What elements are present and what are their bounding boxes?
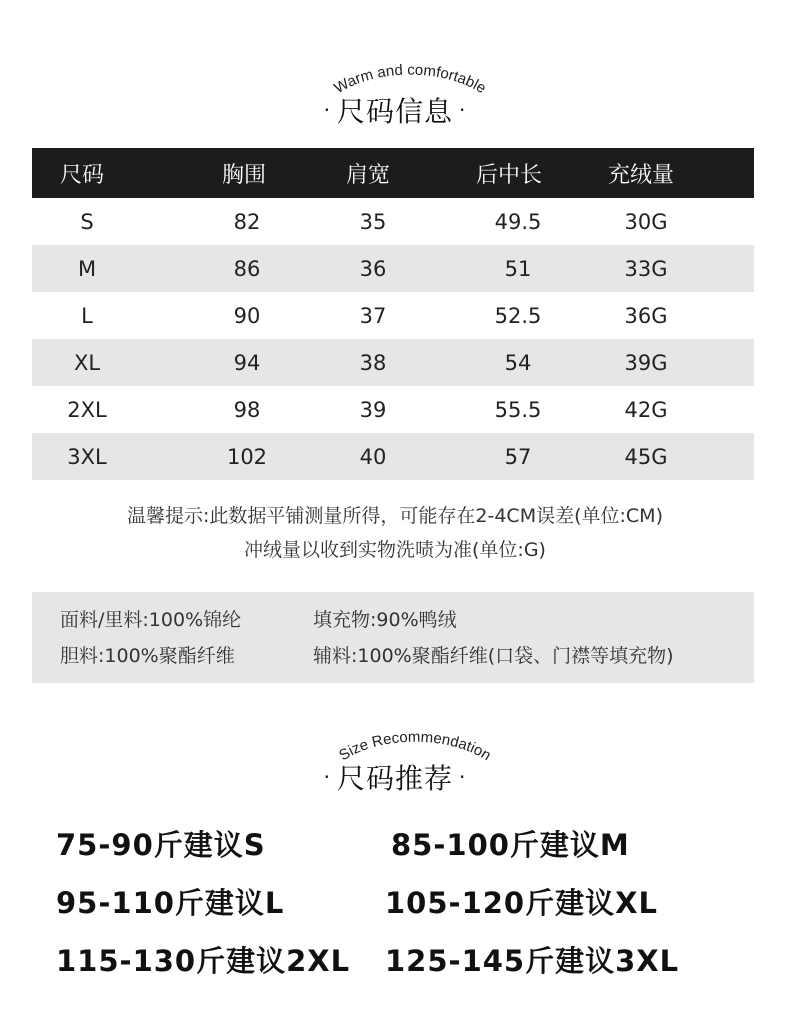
cell-shoulder: 39 bbox=[359, 397, 387, 422]
cell-chest: 94 bbox=[233, 350, 261, 375]
cell-back-length: 57 bbox=[504, 444, 532, 469]
cell-down-fill: 42G bbox=[624, 397, 668, 422]
recommend-item: 125-145斤建议3XL bbox=[385, 944, 680, 978]
cell-back-length: 52.5 bbox=[494, 303, 542, 328]
recommend-item: 95-110斤建议L bbox=[56, 886, 285, 920]
table-row bbox=[32, 386, 754, 433]
fabric-accessory: 辅料:100%聚酯纤维(口袋、门襟等填充物) bbox=[313, 645, 674, 667]
header-chest: 胸围 bbox=[222, 162, 267, 188]
fabric-info-box bbox=[32, 592, 754, 683]
cell-size: 2XL bbox=[67, 397, 107, 422]
arc-tagline-text: Warm and comfortable bbox=[331, 61, 489, 98]
size-info-title bbox=[0, 90, 790, 130]
cell-chest: 90 bbox=[233, 303, 261, 328]
recommend-item: 75-90斤建议S bbox=[56, 828, 266, 862]
cell-chest: 86 bbox=[233, 256, 261, 281]
cell-shoulder: 40 bbox=[359, 444, 387, 469]
cell-shoulder: 35 bbox=[359, 209, 387, 234]
cell-down-fill: 45G bbox=[624, 444, 668, 469]
size-info-title-text: 尺码信息 bbox=[336, 95, 453, 128]
title-dot-right: · bbox=[459, 765, 467, 789]
cell-down-fill: 30G bbox=[624, 209, 668, 234]
size-recommend-title bbox=[0, 757, 790, 797]
cell-chest: 82 bbox=[233, 209, 261, 234]
cell-back-length: 51 bbox=[504, 256, 532, 281]
cell-size: S bbox=[80, 209, 94, 234]
table-row bbox=[32, 245, 754, 292]
cell-shoulder: 36 bbox=[359, 256, 387, 281]
header-size: 尺码 bbox=[60, 162, 105, 188]
measurement-note: 温馨提示:此数据平铺测量所得，可能存在2-4CM误差(单位:CM) bbox=[127, 505, 663, 527]
header-back-length: 后中长 bbox=[476, 162, 543, 188]
table-row bbox=[32, 339, 754, 386]
fabric-shell: 面料/里料:100%锦纶 bbox=[60, 609, 242, 631]
header-shoulder: 肩宽 bbox=[346, 162, 391, 188]
size-table bbox=[32, 148, 754, 480]
cell-back-length: 55.5 bbox=[494, 397, 542, 422]
table-row bbox=[32, 198, 754, 245]
title-dot-left: · bbox=[323, 765, 331, 789]
cell-size: L bbox=[81, 303, 93, 328]
recommend-item: 105-120斤建议XL bbox=[385, 886, 658, 920]
title-dot-left: · bbox=[323, 98, 331, 122]
table-row bbox=[32, 292, 754, 339]
fabric-fill: 填充物:90%鸭绒 bbox=[313, 609, 457, 631]
cell-size: 3XL bbox=[67, 444, 107, 469]
cell-chest: 102 bbox=[226, 444, 268, 469]
cell-shoulder: 37 bbox=[359, 303, 387, 328]
size-table-header bbox=[32, 148, 754, 198]
table-row bbox=[32, 433, 754, 480]
down-fill-note: 冲绒量以收到实物洗啧为准(单位:G) bbox=[244, 539, 546, 561]
size-recommend-title-text: 尺码推荐 bbox=[336, 762, 453, 795]
cell-back-length: 54 bbox=[504, 350, 532, 375]
arc-size-text: Size Recommendation bbox=[336, 728, 495, 765]
cell-size: M bbox=[77, 256, 97, 281]
cell-down-fill: 36G bbox=[624, 303, 668, 328]
title-dot-right: · bbox=[459, 98, 467, 122]
recommend-item: 85-100斤建议M bbox=[391, 828, 630, 862]
cell-down-fill: 39G bbox=[624, 350, 668, 375]
cell-shoulder: 38 bbox=[359, 350, 387, 375]
fabric-liner: 胆料:100%聚酯纤维 bbox=[60, 645, 235, 667]
cell-back-length: 49.5 bbox=[494, 209, 542, 234]
cell-size: XL bbox=[73, 350, 101, 375]
recommend-item: 115-130斤建议2XL bbox=[56, 944, 351, 978]
cell-down-fill: 33G bbox=[624, 256, 668, 281]
cell-chest: 98 bbox=[233, 397, 261, 422]
header-down-fill: 充绒量 bbox=[608, 162, 675, 188]
